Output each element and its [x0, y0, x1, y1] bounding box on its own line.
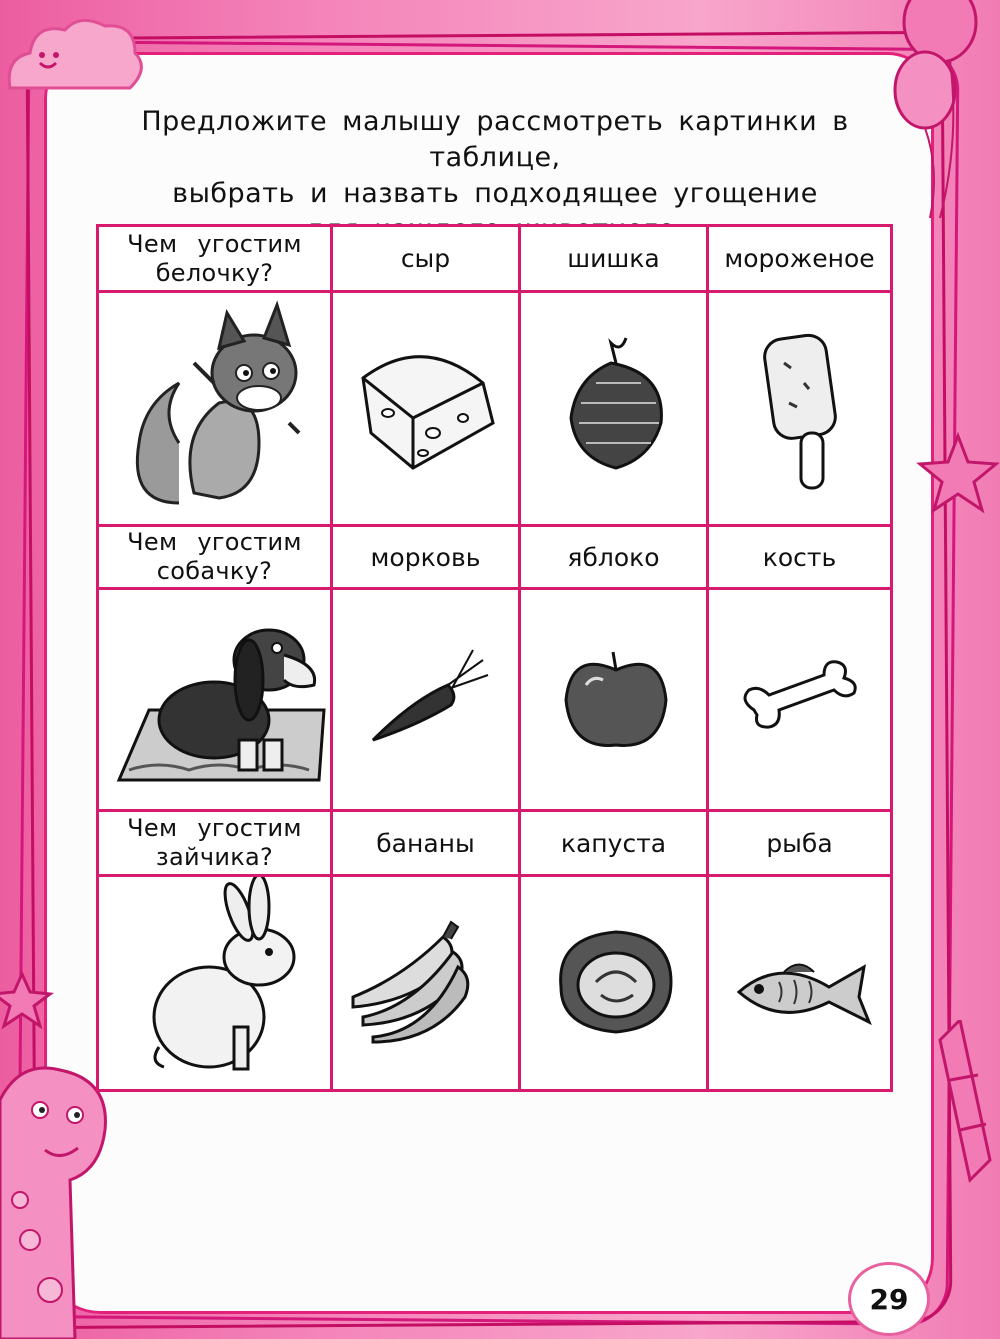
- option-label-pinecone: шишка: [521, 227, 709, 293]
- ice-cream-icon: [709, 293, 890, 524]
- animal-image-cell: [99, 590, 333, 812]
- option-image-cell: [709, 877, 890, 1089]
- question-text: Чем угостим: [127, 528, 302, 556]
- animal-image-cell: [99, 877, 333, 1089]
- option-label-cheese: сыр: [333, 227, 521, 293]
- option-image-cell: [333, 877, 521, 1089]
- bananas-icon: [333, 877, 518, 1089]
- option-label-cabbage: капуста: [521, 812, 709, 877]
- bone-icon: [709, 590, 890, 809]
- question-cell-squirrel: [99, 227, 333, 293]
- dog-icon: [99, 590, 330, 809]
- question-animal: зайчика?: [155, 843, 274, 871]
- cloud-icon: [0, 8, 150, 108]
- option-label-bananas: бананы: [333, 812, 521, 877]
- exercise-table: [96, 224, 893, 1092]
- fish-icon: [709, 877, 890, 1089]
- question-cell-rabbit: [99, 812, 333, 877]
- cheese-icon: [333, 293, 518, 524]
- option-image-cell: [709, 590, 890, 812]
- squirrel-icon: [99, 293, 330, 524]
- option-label-fish: рыба: [709, 812, 890, 877]
- rabbit-icon: [99, 877, 330, 1089]
- option-image-cell: [709, 293, 890, 527]
- question-text: Чем угостим: [127, 814, 302, 842]
- animal-image-cell: [99, 293, 333, 527]
- instructions-line: выбрать и назвать подходящее угощение: [172, 178, 818, 209]
- page-number: 29: [848, 1262, 930, 1336]
- option-image-cell: [521, 293, 709, 527]
- question-text: Чем угостим: [127, 229, 302, 258]
- option-label-ice-cream: мороженое: [709, 227, 890, 293]
- option-label-bone: кость: [709, 527, 890, 590]
- question-cell-dog: [99, 527, 333, 590]
- star-icon: [0, 970, 54, 1030]
- carrot-icon: [333, 590, 518, 809]
- crayon-icon: [930, 1020, 1000, 1190]
- star-icon: [916, 432, 1000, 516]
- question-animal: собачку?: [156, 557, 273, 585]
- option-image-cell: [333, 293, 521, 527]
- pinecone-icon: [521, 293, 706, 524]
- balloon-icon: [880, 0, 1000, 220]
- instructions-line: Предложите малышу рассмотреть картинки в таблице,: [141, 106, 849, 173]
- option-image-cell: [333, 590, 521, 812]
- option-image-cell: [521, 877, 709, 1089]
- apple-icon: [521, 590, 706, 809]
- option-label-carrot: морковь: [333, 527, 521, 590]
- option-image-cell: [521, 590, 709, 812]
- question-animal: белочку?: [155, 258, 274, 287]
- cabbage-icon: [521, 877, 706, 1089]
- option-label-apple: яблоко: [521, 527, 709, 590]
